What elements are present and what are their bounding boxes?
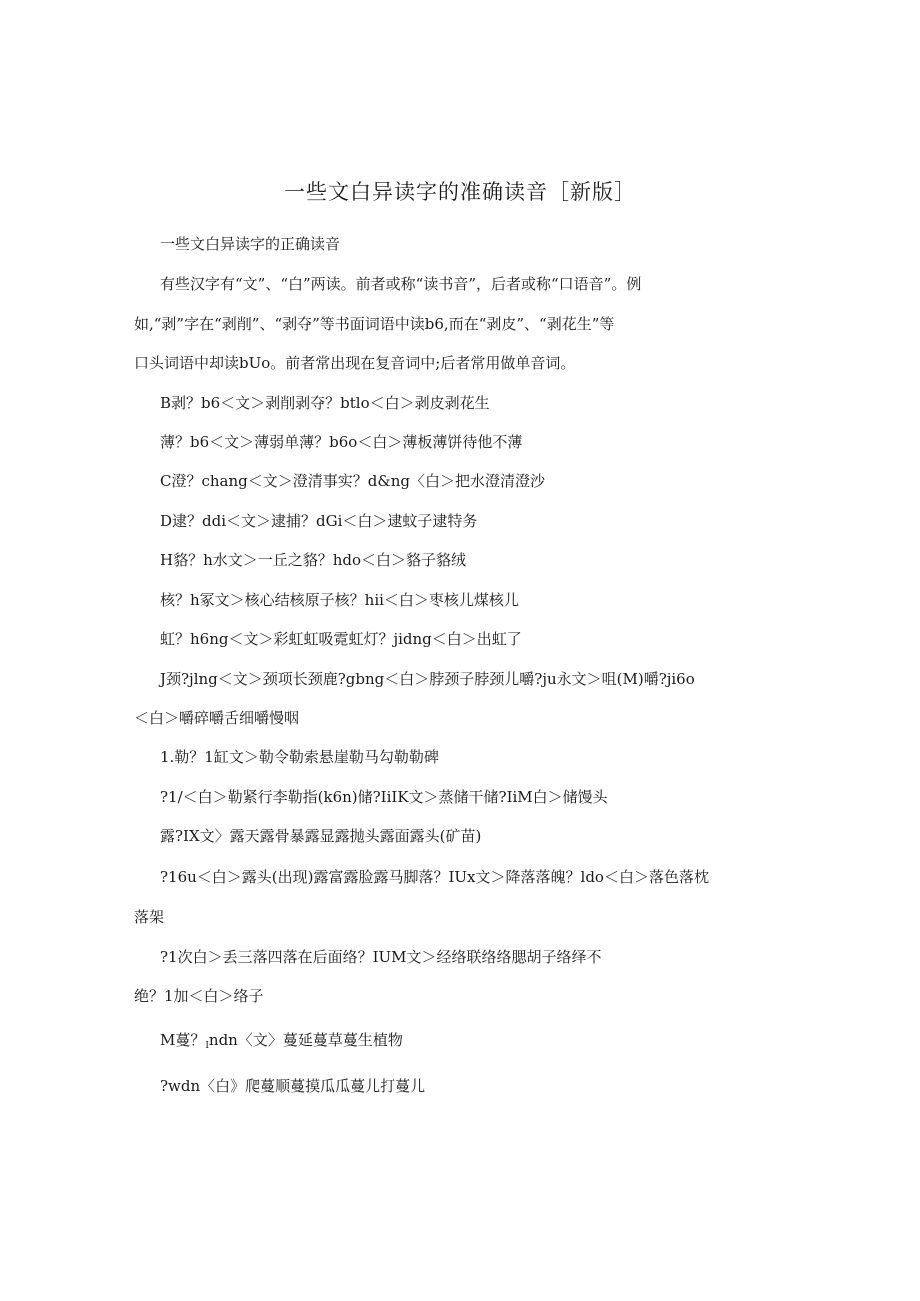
entry-line: 绝？1加＜白＞络子 xyxy=(134,987,264,1005)
entry-line: ?16u＜白＞露头(出现)露富露脸露马脚落？IUx文＞降落落魄？ldo＜白＞落色落枕 xyxy=(160,868,709,886)
entry-line: 核？h冢文＞核心结核原子核？hii＜白＞枣核儿煤核儿 xyxy=(160,591,519,609)
entry-line: 露?IX文〉露天露骨暴露显露抛头露面露头(矿苗) xyxy=(160,827,482,845)
entry-line: J颈?jlng＜文＞颈项长颈鹿?gbng＜白＞脖颈子脖颈儿嚼?ju永文＞咀(M)嚼?ji6o xyxy=(160,670,695,688)
entry-line: 薄？b6＜文＞薄弱单薄？b6o＜白＞薄板薄饼待他不薄 xyxy=(160,433,523,451)
entry-line: ?1/＜白＞勒紧行李勒指(k6n)储?IiIK文＞蒸储干储?IiM白＞储馒头 xyxy=(160,788,608,806)
paragraph-heading: 一些文白异读字的正确读音 xyxy=(160,235,341,253)
entry-line-rest: ndn〈文〉蔓延蔓草蔓生植物 xyxy=(208,1031,403,1049)
paragraph-line: 如,“剥”字在“剥削”、“剥夺”等书面词语中读b6,而在“剥皮”、“剥花生”等 xyxy=(134,315,615,333)
entry-line: B剥？b6＜文＞剥削剥夺？btlo＜白＞剥皮剥花生 xyxy=(160,394,490,412)
entry-line xyxy=(160,1030,403,1056)
entry-line: D逮？ddi＜文＞逮捕？dGi＜白＞逮蚊子逮特务 xyxy=(160,512,478,530)
document-title: 一些文白异读字的准确读音［新版］ xyxy=(284,180,636,204)
paragraph-line: 有些汉字有“文”、“白”两读。前者或称“读书音”，后者或称“口语音”。例 xyxy=(160,275,642,293)
entry-line-prefix: M蔓？ xyxy=(160,1031,206,1049)
paragraph-line: 口头词语中却读bUo。前者常出现在复音词中;后者常用做单音词。 xyxy=(134,354,576,372)
entry-line: ?wdn〈白》爬蔓顺蔓摸瓜瓜蔓儿打蔓儿 xyxy=(160,1077,426,1095)
entry-line: 虹？h6ng＜文＞彩虹虹吸霓虹灯？jidng＜白＞出虹了 xyxy=(160,630,522,648)
entry-line: 1.勒？1缸文＞勒令勒索悬崖勒马勾勒勒碑 xyxy=(160,748,439,766)
entry-line: C澄？chang＜文＞澄清事实？d&ng〈白＞把水澄清澄沙 xyxy=(160,472,545,490)
entry-line: 落架 xyxy=(134,908,165,926)
entry-line: H貉？h水文＞一丘之貉？hdo＜白＞貉子貉绒 xyxy=(160,551,467,569)
entry-line: ?1次白＞丢三落四落在后面络？IUM文＞经络联络络腮胡子络绎不 xyxy=(160,948,602,966)
entry-line-subscript: I xyxy=(205,1041,209,1051)
entry-line: ＜白＞嚼碎嚼舌细嚼慢咽 xyxy=(134,709,300,727)
